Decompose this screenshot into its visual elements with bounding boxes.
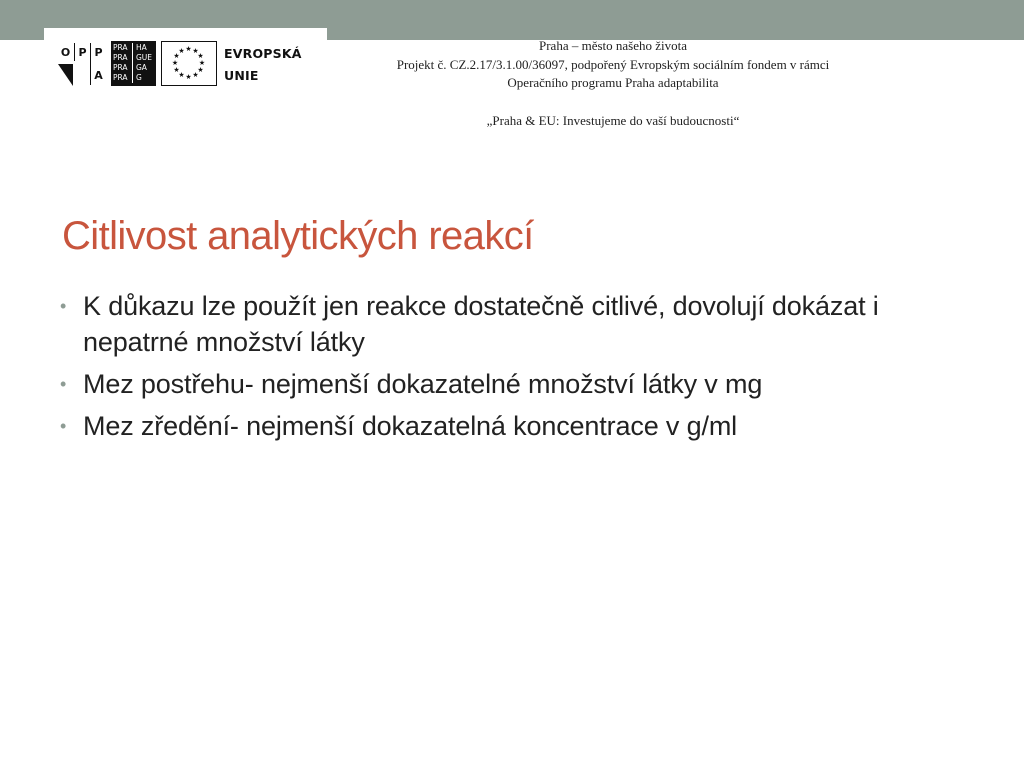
svg-text:★: ★ — [178, 47, 185, 55]
project-header — [345, 37, 881, 130]
svg-text:★: ★ — [178, 71, 185, 79]
praha-prague-logo: PRA HA PRA GUE PRA GA PRA G — [111, 41, 156, 86]
svg-text:★: ★ — [197, 52, 204, 60]
oppa-letter: P — [94, 45, 103, 59]
eu-flag-icon — [161, 41, 217, 86]
header-motto: „Praha & EU: Investujeme do vaší budoucnosti“ — [486, 112, 740, 128]
bullet-item — [60, 288, 970, 360]
bullet-dot-icon: • — [60, 416, 67, 436]
svg-text:★: ★ — [198, 59, 206, 67]
oppa-logo — [58, 41, 106, 87]
svg-text:★: ★ — [185, 73, 192, 81]
svg-text:★: ★ — [173, 66, 180, 74]
bullet-text: Mez zředění- nejmenší dokazatelná koncentrace v g/ml — [83, 411, 738, 441]
oppa-letter: P — [78, 45, 87, 59]
bullet-item — [60, 366, 970, 402]
bullet-dot-icon: • — [60, 296, 67, 316]
slide-title: Citlivost analytických reakcí — [62, 214, 534, 258]
svg-text:★: ★ — [185, 45, 192, 53]
eu-stars-icon — [162, 42, 215, 84]
svg-text:★: ★ — [192, 71, 199, 79]
oppa-letter: A — [94, 68, 103, 82]
header-line: Operačního programu Praha adaptabilita — [507, 75, 719, 90]
bullet-text: K důkazu lze použít jen reakce dostatečně citlivé, dovolují dokázat i nepatrné množství látky — [83, 291, 879, 357]
header-line: Projekt č. CZ.2.17/3.1.00/36097, podpořený Evropským sociálním fondem v rámci — [396, 56, 830, 72]
oppa-letter: O — [60, 45, 71, 59]
header-line: Praha – město našeho života — [538, 38, 687, 53]
svg-text:★: ★ — [173, 52, 180, 60]
bullet-dot-icon: • — [60, 374, 67, 394]
svg-text:★: ★ — [192, 47, 199, 55]
svg-text:★: ★ — [197, 66, 204, 74]
svg-text:★: ★ — [171, 59, 179, 67]
bullet-text: Mez postřehu- nejmenší dokazatelné množství látky v mg — [83, 369, 763, 399]
logo-panel — [44, 28, 327, 98]
eu-logo-text: EVROPSKÁ UNIE — [224, 46, 302, 83]
bullet-item — [60, 408, 970, 444]
oppa-corner-shape — [58, 64, 73, 86]
bullet-list — [60, 288, 970, 450]
